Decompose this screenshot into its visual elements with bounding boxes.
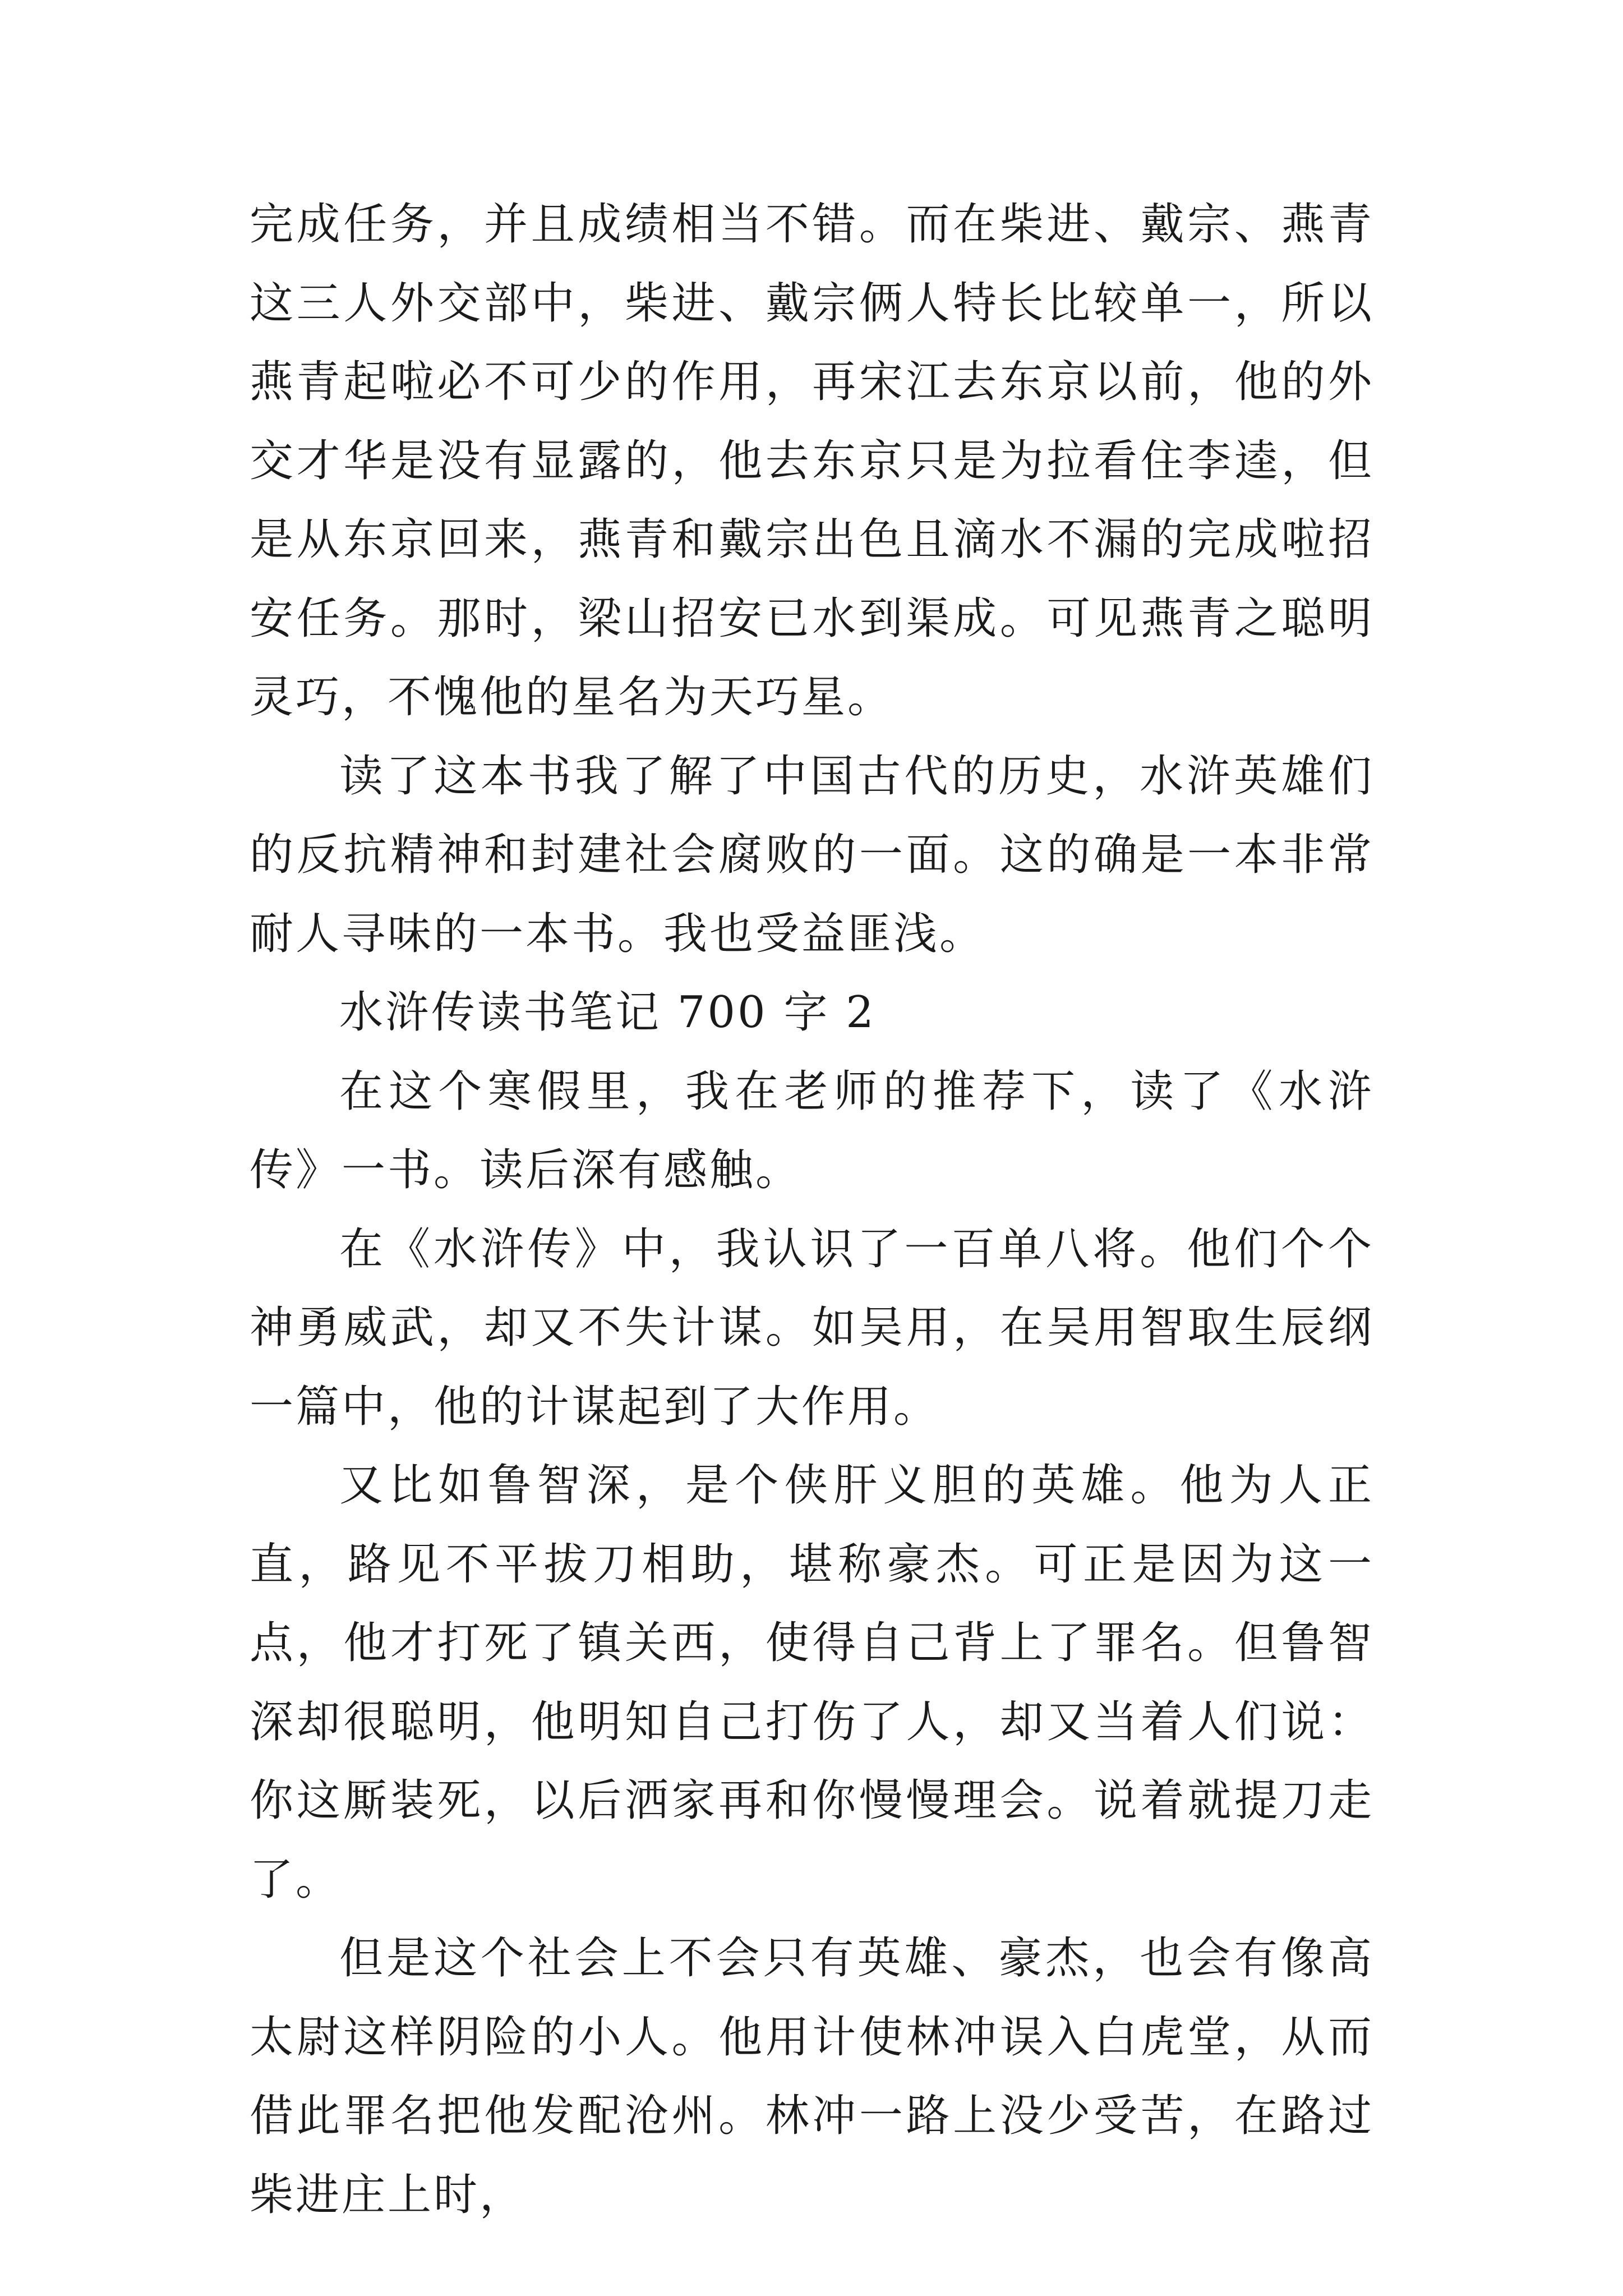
paragraph: 又比如鲁智深，是个侠肝义胆的英雄。他为人正直，路见不平拔刀相助，堪称豪杰。可正是因为这一点，他才打死了镇关西，使得自己背上了罪名。但鲁智深却很聪明，他明知自己打伤了人，却又当着人们说：你这厮装死，以后洒家再和你慢慢理会。说着就提刀走了。: [250, 1460, 1374, 1905]
paragraph: 但是这个社会上不会只有英雄、豪杰，也会有像高太尉这样阴险的小人。他用计使林冲误入白虎堂，从而借此罪名把他发配沧州。林冲一路上没少受苦，在路过柴进庄上时，: [250, 1933, 1374, 2220]
paragraph: 在《水浒传》中，我认识了一百单八将。他们个个神勇威武，却又不失计谋。如吴用，在吴用智取生辰纲一篇中，他的计谋起到了大作用。: [250, 1223, 1374, 1432]
paragraph-continuation: 完成任务，并且成绩相当不错。而在柴进、戴宗、燕青这三人外交部中，柴进、戴宗俩人特长比较单一，所以燕青起啦必不可少的作用，再宋江去东京以前，他的外交才华是没有显露的，他去东京只是为拉看住李逵，但是从东京回来，燕青和戴宗出色且滴水不漏的完成啦招安任务。那时，梁山招安已水到渠成。可见燕青之聪明灵巧，不愧他的星名为天巧星。: [250, 199, 1374, 723]
paragraph: 读了这本书我了解了中国古代的历史，水浒英雄们的反抗精神和封建社会腐败的一面。这的确是一本非常耐人寻味的一本书。我也受益匪浅。: [250, 751, 1374, 959]
paragraph: 在这个寒假里，我在老师的推荐下，读了《水浒传》一书。读后深有感触。: [250, 1066, 1374, 1195]
section-heading: 水浒传读书笔记 700 字 2: [339, 987, 876, 1038]
document-body: [250, 185, 1374, 2234]
